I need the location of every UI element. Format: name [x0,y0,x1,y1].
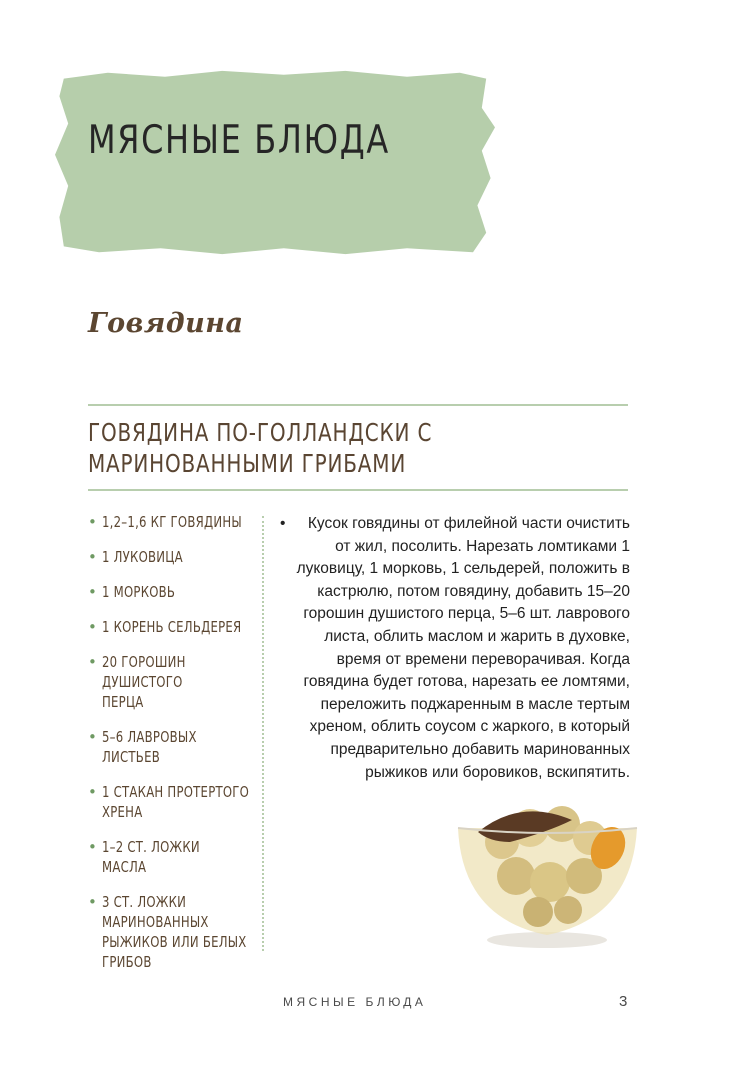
ingredient-list [88,512,303,987]
title-rule-bottom [88,489,628,491]
mushroom-bowl-image [450,780,645,950]
ingredient-item: • 1,2–1,6 КГ ГОВЯДИНЫ [88,513,242,531]
column-divider [262,516,264,951]
bullet-icon: • [88,548,98,566]
bullet-icon: • [88,728,98,746]
ingredient-item: • 1 МОРКОВЬ [88,583,176,601]
method-text [280,513,630,784]
title-rule-top [88,404,628,406]
bullet-icon: • [88,653,98,671]
ingredient-item: • 1 ЛУКОВИЦА [88,548,183,566]
recipe-title: ГОВЯДИНА ПО-ГОЛЛАНДСКИ С МАРИНОВАННЫМИ ГРИБАМИ [88,418,433,478]
ingredient-item: • 3 СТ. ЛОЖКИ МАРИНОВАННЫХ РЫЖИКОВ ИЛИ БЕЛЫХ ГРИБОВ [88,893,247,971]
bullet-icon: • [88,513,98,531]
bullet-icon: • [88,783,98,801]
ingredient-item: • 5–6 ЛАВРОВЫХ ЛИСТЬЕВ [88,728,197,766]
category-heading: Говядина [88,308,244,339]
page-number: 3 [619,993,628,1010]
ingredient-item: • 20 ГОРОШИН ДУШИСТОГО ПЕРЦА [88,653,186,711]
ingredient-item: • 1 КОРЕНЬ СЕЛЬДЕРЕЯ [88,618,242,636]
bullet-icon: • [280,515,286,532]
method-paragraph: Кусок говядины от филейной части очистить от жил, посолить. Нарезать ломтиками 1 луковицу, 1 морковь, 1 сельдерей, положить в кастрюлю, потом говядину, добавить 15–20 горошин душистого перца, 5–6 шт. лаврового листа, облить маслом и жарить в духовке, время от времени переворачивая. Когда говядина будет готова, нарезать ее ломтями, переложить поджаренным в масле тертым хреном, облить соусом с жаркого, в который предварительно добавить маринованных рыжиков или боровиков, вскипятить. [296,515,630,781]
running-title: МЯСНЫЕ БЛЮДА [283,995,427,1009]
bullet-icon: • [88,893,98,911]
ingredient-item: • 1–2 СТ. ЛОЖКИ МАСЛА [88,838,200,876]
chapter-title: МЯСНЫЕ БЛЮДА [88,118,390,163]
ingredient-item: • 1 СТАКАН ПРОТЕРТОГО ХРЕНА [88,783,250,821]
bullet-icon: • [88,618,98,636]
bullet-icon: • [88,838,98,856]
bullet-icon: • [88,583,98,601]
